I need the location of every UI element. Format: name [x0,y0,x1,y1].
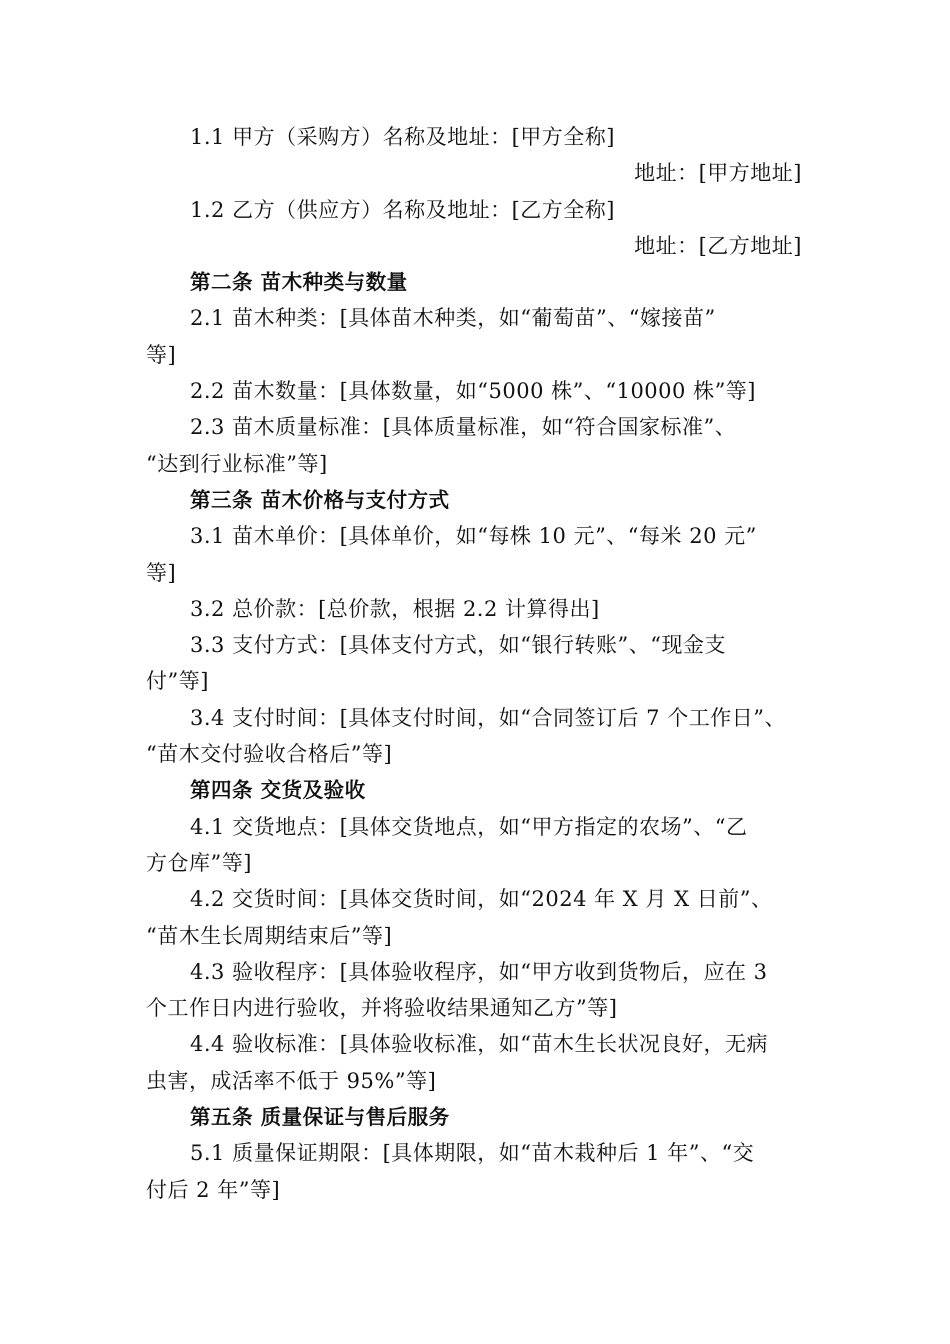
clause-4-3-line-1: 4.3 验收程序：[具体验收程序，如“甲方收到货物后，应在 3 [190,959,768,984]
clause-2-3-line-2: “达到行业标准”等] [146,451,328,476]
clause-2-2: 2.2 苗木数量：[具体数量，如“5000 株”、“10000 株”等] [190,379,756,404]
clause-3-4-line-2: “苗木交付验收合格后”等] [146,742,393,767]
clause-1-1: 1.1 甲方（采购方）名称及地址：[甲方全称] [190,125,615,149]
clause-3-3-line-1: 3.3 支付方式：[具体支付方式，如“银行转账”、“现金支 [190,633,726,658]
contract-body [146,119,806,1208]
clause-4-3-line-2: 个工作日内进行验收，并将验收结果通知乙方”等] [146,996,618,1021]
heading-article-2: 第二条 苗木种类与数量 [190,270,408,295]
clause-1-1-address: 地址：[甲方地址] [634,161,802,186]
clause-2-1-line-2: 等] [146,342,177,367]
clause-4-2-line-1: 4.2 交货时间：[具体交货时间，如“2024 年 X 月 X 日前”、 [190,887,773,912]
clause-2-3-line-1: 2.3 苗木质量标准：[具体质量标准，如“符合国家标准”、 [190,415,737,440]
clause-5-1-line-1: 5.1 质量保证期限：[具体期限，如“苗木栽种后 1 年”、“交 [190,1141,755,1166]
heading-article-4: 第四条 交货及验收 [190,778,366,803]
clause-4-4-line-1: 4.4 验收标准：[具体验收标准，如“苗木生长状况良好，无病 [190,1032,768,1057]
clause-1-2-address: 地址：[乙方地址] [634,233,802,258]
heading-article-5: 第五条 质量保证与售后服务 [190,1105,450,1130]
clause-3-4-line-1: 3.4 支付时间：[具体支付时间，如“合同签订后 7 个工作日”、 [190,705,786,730]
clause-3-3-line-2: 付”等] [146,669,209,694]
clause-2-1-line-1: 2.1 苗木种类：[具体苗木种类，如“葡萄苗”、“嫁接苗” [190,306,716,331]
heading-article-3: 第三条 苗木价格与支付方式 [190,487,450,512]
clause-5-1-line-2: 付后 2 年”等] [146,1177,281,1202]
clause-3-1-line-1: 3.1 苗木单价：[具体单价，如“每株 10 元”、“每米 20 元” [190,524,757,549]
clause-4-4-line-2: 虫害，成活率不低于 95%”等] [146,1068,437,1093]
clause-4-1-line-2: 方仓库”等] [146,850,252,875]
clause-4-1-line-1: 4.1 交货地点：[具体交货地点，如“甲方指定的农场”、“乙 [190,814,748,839]
clause-1-2: 1.2 乙方（供应方）名称及地址：[乙方全称] [190,197,615,222]
clause-3-1-line-2: 等] [146,560,177,585]
clause-3-2: 3.2 总价款：[总价款，根据 2.2 计算得出] [190,596,600,621]
clause-4-2-line-2: “苗木生长周期结束后”等] [146,923,393,948]
